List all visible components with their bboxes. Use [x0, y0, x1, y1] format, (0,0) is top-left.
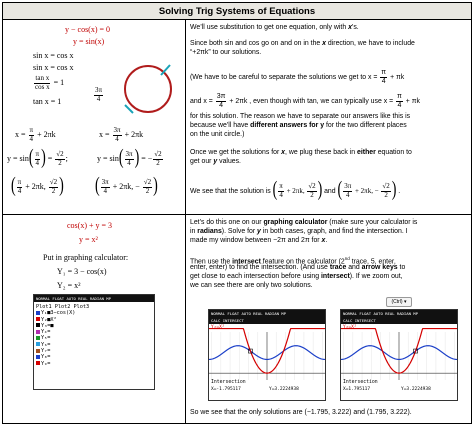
calc-para-line5: enter, enter) to find the intersection. (And use trace and arrow keys to: [190, 264, 406, 271]
graph-left-status: NORMAL FLOAT AUTO REAL RADIAN MP: [209, 310, 325, 317]
step-tan-fraction: $\frac{\text{tan x}}{\text{cos x}}$ = 1: [35, 74, 65, 91]
y1-expression: Y₁ = 3 − cos(x): [57, 267, 107, 276]
calc-y8-row: Y₈=: [34, 354, 154, 360]
calc-y6-row: Y₆=: [34, 342, 154, 348]
calc-y3-row: Y₃=■: [34, 323, 154, 329]
page-title: Solving Trig Systems of Equations: [3, 3, 471, 20]
solution-point-2: ( $\frac{3\pi}{4}$ + 2πk, − $\frac{√2}{2}$ ): [95, 175, 158, 198]
graph-left-mode: CALC INTERSECT: [209, 317, 325, 324]
para-reason: for this solution. The reason we have to separate our answers like this is: [190, 113, 411, 120]
para-separate-line1: (We have to be careful to separate the solutions we get to x = $\frac{\pi}{4}$ + πk: [190, 69, 405, 85]
equation-1: y − cos(x) = 0: [65, 25, 111, 34]
graph-right-status: NORMAL FLOAT AUTO REAL RADIAN MP: [341, 310, 457, 317]
calc-para-line1: Let’s do this one on our graphing calculator (make sure your calculator is: [190, 219, 418, 226]
calc-y1-row: Y₁■3−cos(X): [34, 310, 154, 316]
graph-left-y-value: Y=3.2224938: [269, 387, 299, 392]
step-sin-eq-cos-1: sin x = cos x: [33, 51, 74, 60]
para-2pik-line2: “+2πk” to our solutions.: [190, 49, 262, 56]
para-plug-back-line2: get our y values.: [190, 158, 241, 165]
row-divider: [3, 214, 471, 215]
equation-3: cos(x) + y = 3: [67, 221, 113, 230]
unit-circle-diagram: [115, 49, 181, 121]
paste-options-button[interactable]: (Ctrl) ▾: [386, 297, 412, 307]
graph-left-equation: Y₂=X²: [211, 325, 225, 330]
calc-status-bar: NORMAL FLOAT AUTO REAL RADIAN MP: [34, 295, 154, 302]
para-separate-line2: and x = $\frac{3\pi}{4}$ + 2πk , even though with tan, we can typically use x = $\frac{\pi}{4}$ + πk: [190, 93, 420, 109]
graph-left-intersection-label: Intersection: [211, 380, 246, 385]
para-different-answers: because we’ll have different answers for y for the two different places: [190, 122, 407, 129]
graph-right-mode: CALC INTERSECT: [341, 317, 457, 324]
y-value-3pi-over-4: y = sin( $\frac{3\pi}{4}$ ) = − $\frac{√2}{2}$: [97, 147, 162, 170]
calc-para-line2: in radians). Solve for y in both cases, graph, and find the intersection. I: [190, 228, 408, 235]
calc-y2-row: Y₂■X²: [34, 317, 154, 323]
equation-2: y = sin(x): [73, 37, 105, 46]
para-2pik-line1: Since both sin and cos go on and on in the x direction, we have to include: [190, 40, 415, 47]
calc-para-line3: made my window between −2π and 2π for x.: [190, 237, 328, 244]
solution-point-1: ( $\frac{\pi}{4}$ + 2πk, $\frac{√2}{2}$ ): [11, 175, 64, 198]
para-unit-circle: on the unit circle.): [190, 131, 245, 138]
final-point-1: (−1.795, 3.222): [304, 409, 352, 416]
step-tan-eq-1: tan x = 1: [33, 97, 62, 106]
calc-y9-row: Y₉=: [34, 361, 154, 367]
final-point-2: (1.795, 3.222): [366, 409, 410, 416]
calc-y5-row: Y₅=: [34, 335, 154, 341]
circle-label-3pi-over-4: $\frac{3\pi}{4}$: [95, 86, 103, 103]
step-sin-eq-cos-2: sin x = cos x: [33, 63, 74, 72]
para-solution-is: We see that the solution is ( $\frac{\pi}{4}$ + 2πk, $\frac{√2}{2}$ ) and ( $\frac{3\pi}{4}$ + 2πk, − $\frac{√2}{2}$ ) .: [190, 179, 401, 202]
calculator-y-editor: [33, 294, 155, 390]
column-divider: [185, 20, 186, 423]
equation-4: y = x²: [79, 235, 98, 244]
calculator-graph-right: [340, 309, 458, 401]
graph-right-y-value: Y=3.2224938: [401, 387, 431, 392]
worksheet: [2, 2, 472, 424]
put-in-calculator-label: Put in graphing calculator:: [43, 253, 129, 262]
para-plug-back-line1: Once we get the solutions for x, we plug these back in either equation to: [190, 149, 412, 156]
solution-x-3pi-over-4: x = $\frac{3\pi}{4}$ + 2πk: [99, 126, 144, 143]
y-value-pi-over-4: y = sin( $\frac{\pi}{4}$ ) = $\frac{√2}{2}$ ;: [7, 147, 68, 170]
graph-right-intersection-label: Intersection: [343, 380, 378, 385]
graph-right-x-value: X=1.795117: [343, 387, 371, 392]
calc-para-line7: we can see there are only two solutions.: [190, 282, 313, 289]
calculator-graph-left: [208, 309, 326, 401]
graph-right-equation: Y₂=X²: [343, 325, 357, 330]
calc-plot-header: Plot1 Plot2 Plot3: [36, 304, 90, 310]
graph-left-x-value: X=-1.795117: [211, 387, 241, 392]
calc-para-line6: get close to each intersection before using intersect). If we zoom out,: [190, 273, 403, 280]
final-solutions: So we see that the only solutions are (−1.795, 3.222) and (1.795, 3.222).: [190, 409, 412, 416]
para-substitution: We’ll use substitution to get one equation, only with x’s.: [190, 24, 359, 31]
calc-y7-row: Y₇=: [34, 348, 154, 354]
solution-x-pi-over-4: x = $\frac{\pi}{4}$ + 2πk: [15, 126, 56, 143]
calc-para-line4: Then use the intersect feature on the calculator (2nd trace, 5, enter,: [190, 256, 396, 266]
calc-y4-row: Y₄=: [34, 329, 154, 335]
y2-expression: Y₂ = x²: [57, 281, 81, 290]
